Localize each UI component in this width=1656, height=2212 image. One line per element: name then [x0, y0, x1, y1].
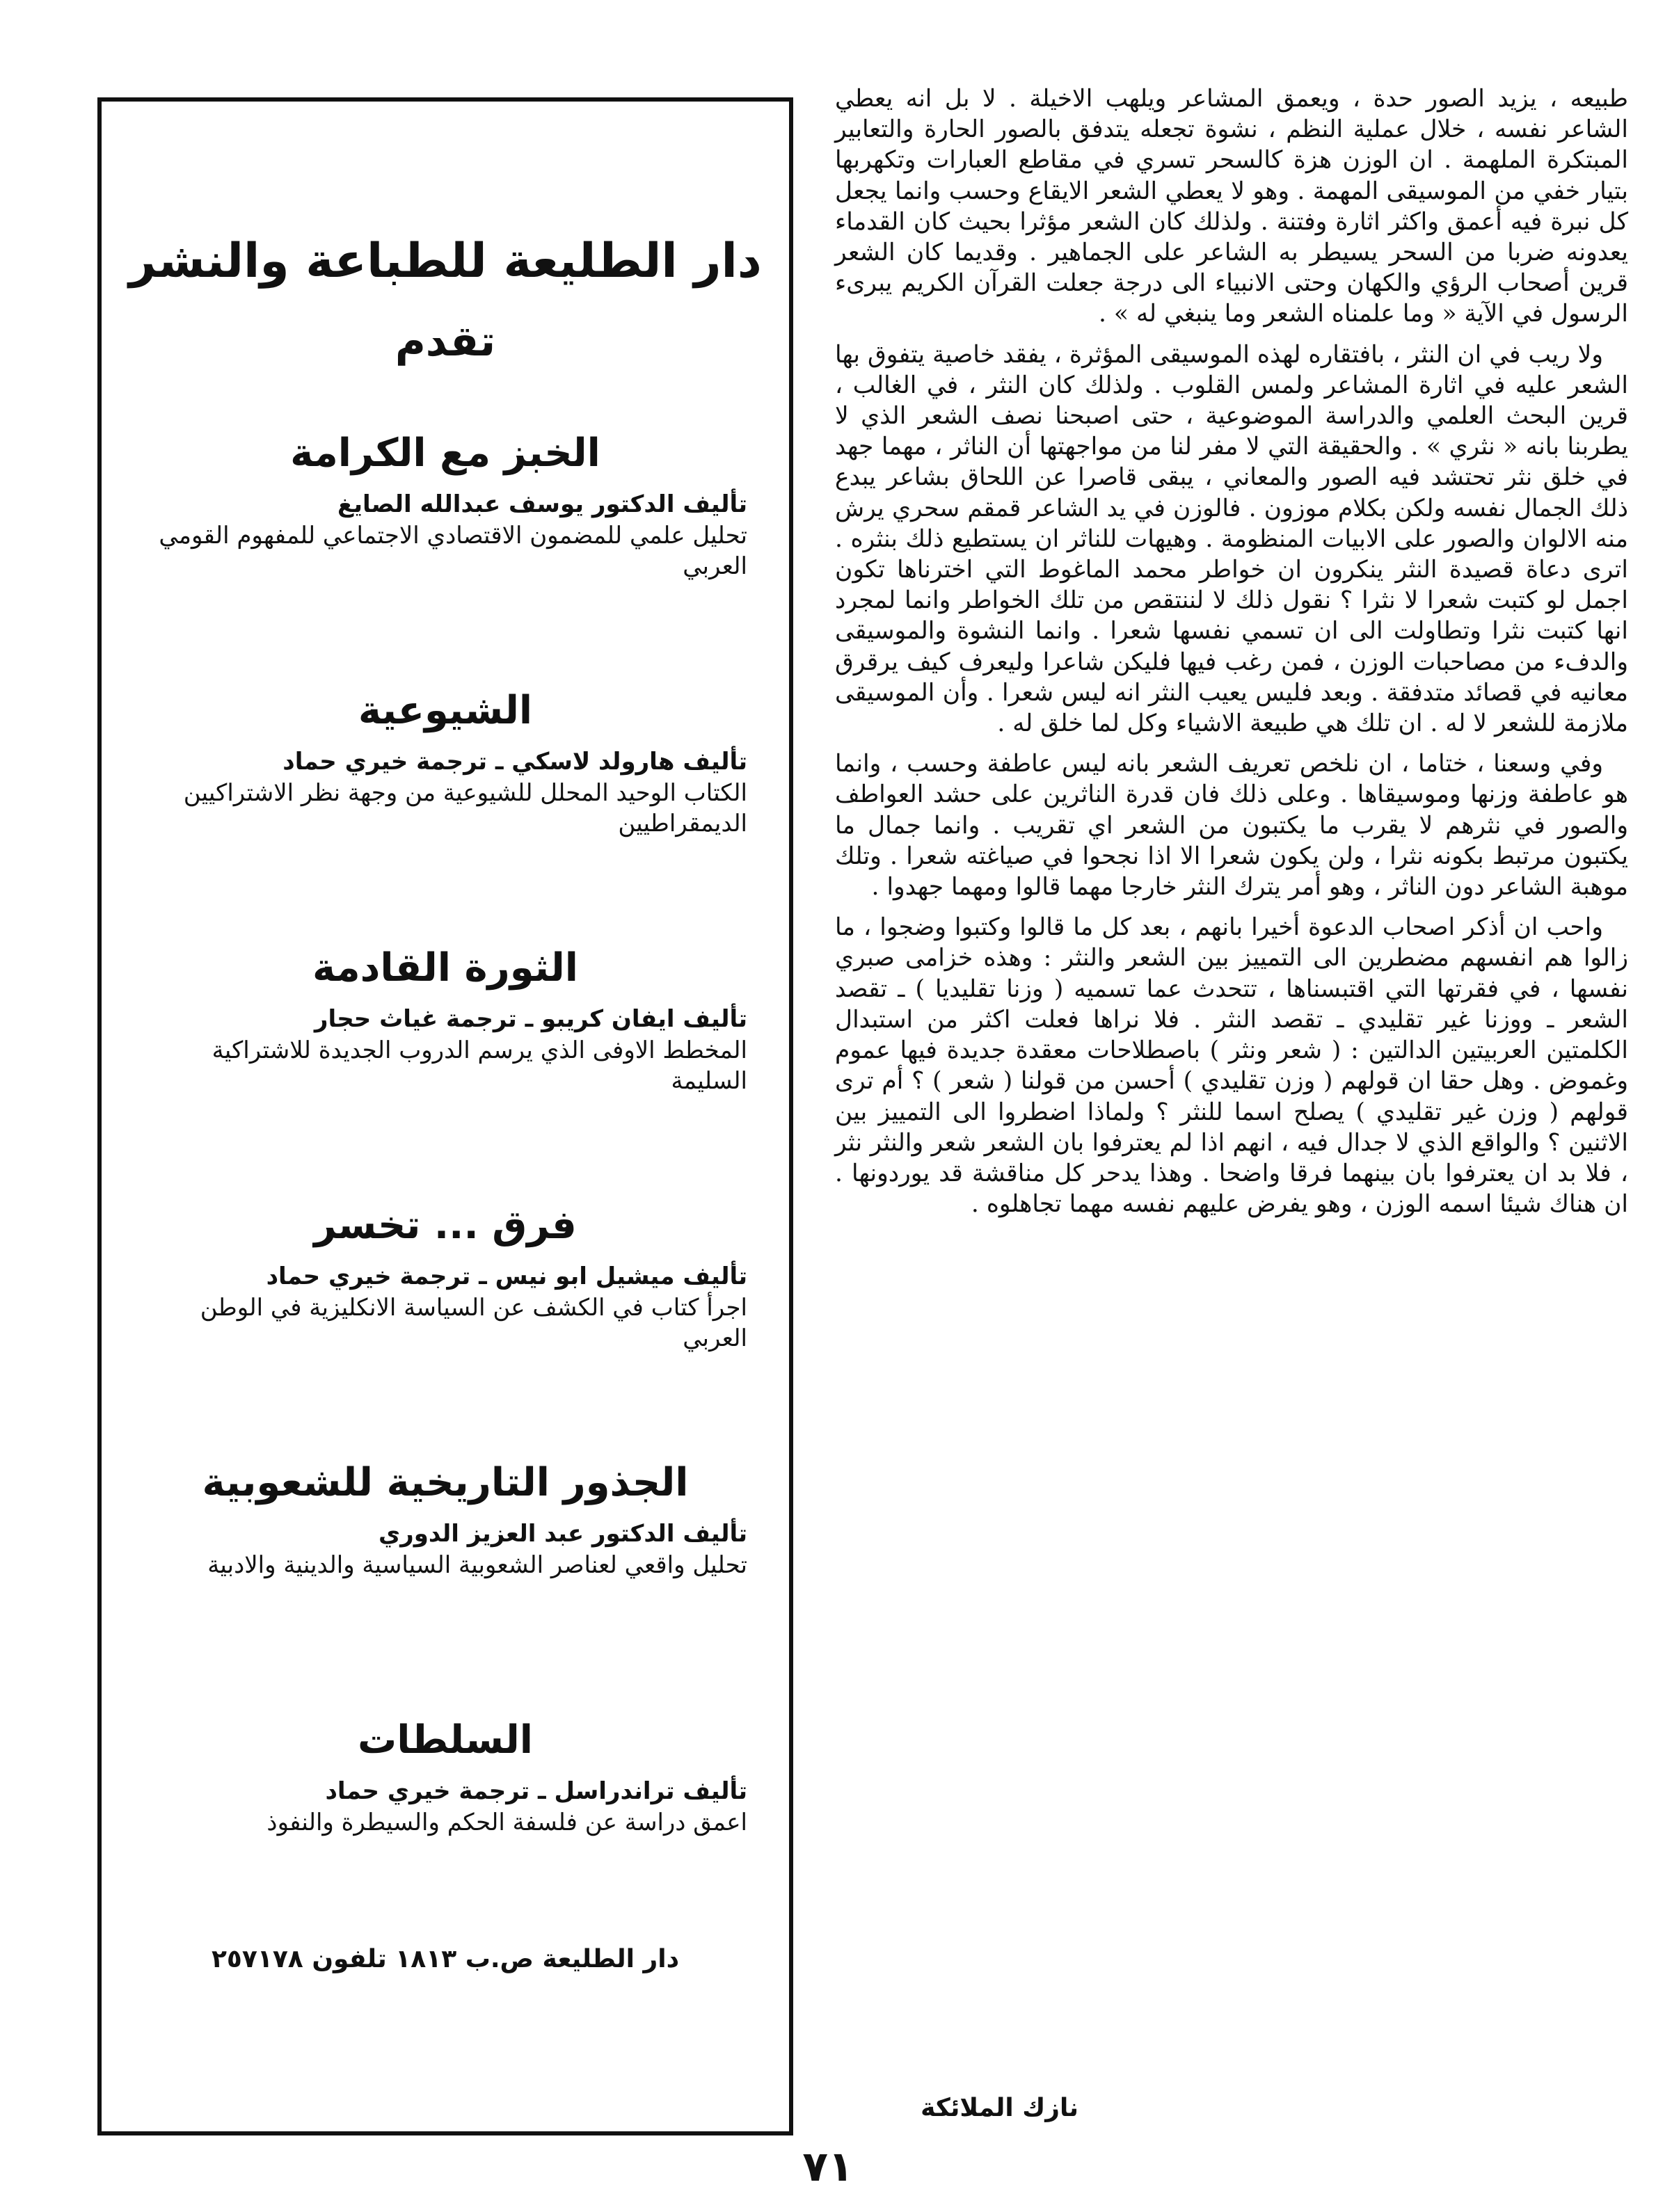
book-description: اجرأ كتاب في الكشف عن السياسة الانكليزية في الوطن العربي — [200, 1294, 747, 1352]
book-title: الثورة القادمة — [312, 945, 578, 991]
presents-heading: تقدم — [395, 317, 496, 366]
book-listing — [143, 428, 747, 582]
page-number: ٧١ — [802, 2142, 854, 2191]
book-listing — [143, 1201, 747, 1354]
book-description: المخطط الاوفى الذي يرسم الدروب الجديدة للاشتراكية السليمة — [212, 1036, 747, 1095]
article-column — [835, 83, 1628, 1229]
book-author: تأليف الدكتور يوسف عبدالله الصايغ — [337, 490, 747, 518]
publisher-advertisement — [97, 97, 793, 2135]
book-description: اعمق دراسة عن فلسفة الحكم والسيطرة والنفوذ — [266, 1809, 747, 1836]
book-author: تأليف ايفان كريبو ـ ترجمة غياث حجار — [314, 1005, 747, 1033]
book-title: الخبز مع الكرامة — [290, 431, 600, 476]
article-paragraph: طبيعه ، يزيد الصور حدة ، ويعمق المشاعر ويلهب الاخيلة . لا بل انه يعطي الشاعر نفسه ، خلال عملية النظم ، نشوة تجعله يتدفق بالصور الحارة والتعابير المبتكرة الملهمة . ان الوزن هزة كالسحر تسري في مقاطع العبارات وتكهربها بتيار خفي من الموسيقى المهمة . وهو لا يعطي الشعر الايقاع وحسب وانما يجعل كل نبرة فيه أعمق واكثر اثارة وفتنة . ولذلك كان الشعر مؤثرا بحيث كان القدماء يعدونه ضربا من السحر يسيطر به الشاعر على الجماهير . وقديما كان الشعر قرين أصحاب الرؤي والكهان وحتى الانبياء الى درجة جعلت القرآن الكريم يبرىء الرسول في الآية « وما علمناه الشعر وما ينبغي له » . — [835, 85, 1628, 328]
book-listing — [143, 1715, 747, 1838]
book-author: تأليف الدكتور عبد العزيز الدوري — [379, 1520, 747, 1548]
book-description: الكتاب الوحيد المحلل للشيوعية من وجهة نظر الاشتراكيين الديمقراطيين — [183, 779, 747, 837]
book-title: الشيوعية — [358, 688, 533, 733]
book-title: السلطات — [358, 1717, 533, 1763]
article-paragraph: واحب ان أذكر اصحاب الدعوة أخيرا بانهم ، بعد كل ما قالوا وكتبوا وضجوا ، ما زالوا هم انفسهم مضطرين الى التمييز بين الشعر والنثر : وهذه خزامى صبري نفسها ، في فقرتها التي اقتبسناها ، تتحدث عما تسميه ( وزنا تقليديا ) ـ تقصد الشعر ـ ووزنا غير تقليدي ـ تقصد النثر . فلا نراها فعلت اكثر من استبدال الكلمتين العربيتين الدالتين : ( شعر ونثر ) باصطلاحات معقدة جديدة فيها عموم وغموض . وهل حقا ان قولهم ( وزن تقليدي ) أحسن من قولنا ( شعر ) ؟ أم ترى قولهم ( وزن غير تقليدي ) يصلح اسما للنثر ؟ ولماذا اضطروا الى التمييز بين الاثنين ؟ والواقع الذي لا جدال فيه ، انهم اذا لم يعترفوا بان الشعر شعر والنثر نثر ، فلا بد ان يعترفوا بان بينهما فرقا واضحا . وهذا يدحر كل مناقشة قد يوردونها . ان هناك شيئا اسمه الوزن ، وهو يفرض عليهم نفسه مهما تجاهلوه . — [835, 913, 1628, 1219]
publisher-name: دار الطليعة للطباعة والنشر — [129, 234, 762, 289]
book-title: الجذور التاريخية للشعوبية — [202, 1460, 689, 1505]
book-author: تأليف ميشيل ابو نيس ـ ترجمة خيري حماد — [266, 1263, 747, 1290]
book-listing — [143, 1458, 747, 1580]
book-description: تحليل واقعي لعناصر الشعوبية السياسية والدينية والادبية — [207, 1551, 747, 1579]
article-author: نازك الملائكة — [921, 2094, 1078, 2122]
book-listing — [143, 686, 747, 839]
book-author: تأليف هارولد لاسكي ـ ترجمة خيري حماد — [282, 748, 747, 776]
article-paragraph: وفي وسعنا ، ختاما ، ان نلخص تعريف الشعر بانه ليس عاطفة وحسب ، وانما هو عاطفة وزنها وموسيقاها . وعلى ذلك فان قدرة الناثرين على حشد العواطف والصور في نثرهم لا يقرب ما يكتبون من الشعر اي تقريب . وانما جمال ما يكتبون مرتبط بكونه نثرا ، ولن يكون شعرا الا اذا نجحوا في صياغته شعرا . وتلك موهبة الشاعر دون الناثر ، وهو أمر يترك النثر خارجا مهما قالوا ومهما جهدوا . — [835, 750, 1628, 901]
book-description: تحليل علمي للمضمون الاقتصادي الاجتماعي للمفهوم القومي العربي — [159, 522, 747, 580]
book-title: فرق ... تخسر — [314, 1203, 577, 1248]
publisher-contact: دار الطليعة ص.ب ١٨١٣ تلفون ٢٥٧١٧٨ — [211, 1945, 680, 1973]
article-paragraph: ولا ريب في ان النثر ، بافتقاره لهذه الموسيقى المؤثرة ، يفقد خاصية يتفوق بها الشعر عليه في اثارة المشاعر ولمس القلوب . ولذلك كان النثر ، في الغالب ، قرين البحث العلمي والدراسة الموضوعية ، حتى اصبحنا نصف الشعر الذي لا يطربنا بانه « نثري » . والحقيقة التي لا مفر لنا من مواجهتها أن الناثر ، مهما جهد في خلق نثر تحتشد فيه الصور والمعاني ، يبقى قاصرا عن اللحاق بشاعر يبدع ذلك الجمال نفسه ولكن بكلام موزون . فالوزن في يد الشاعر قمقم سحري يرش منه الالوان والصور على الابيات المنظومة . وهيهات للناثر ان يستطيع ذلك بنثره . اترى دعاة قصيدة النثر ينكرون ان خواطر محمد الماغوط التي اخترناها تكون اجمل لو كتبت شعرا لا نثرا ؟ نقول ذلك لا لننتقص من تلك الخواطر وانما لمجرد انها كتبت نثرا وتطاولت الى ان تسمي نفسها شعرا . وانما النشوة والموسيقى والدفء من مصاحبات الوزن ، فمن رغب فيها فليكن شاعرا وليعرف كيف يرقرق معانيه في قصائد متدفقة . وبعد فليس يعيب النثر انه ليس شعرا . وأن الموسيقى ملازمة للشعر لا له . ان تلك هي طبيعة الاشياء وكل لما خلق له . — [835, 340, 1628, 738]
book-author: تأليف تراندراسل ـ ترجمة خيري حماد — [325, 1777, 747, 1805]
book-listing — [143, 943, 747, 1096]
